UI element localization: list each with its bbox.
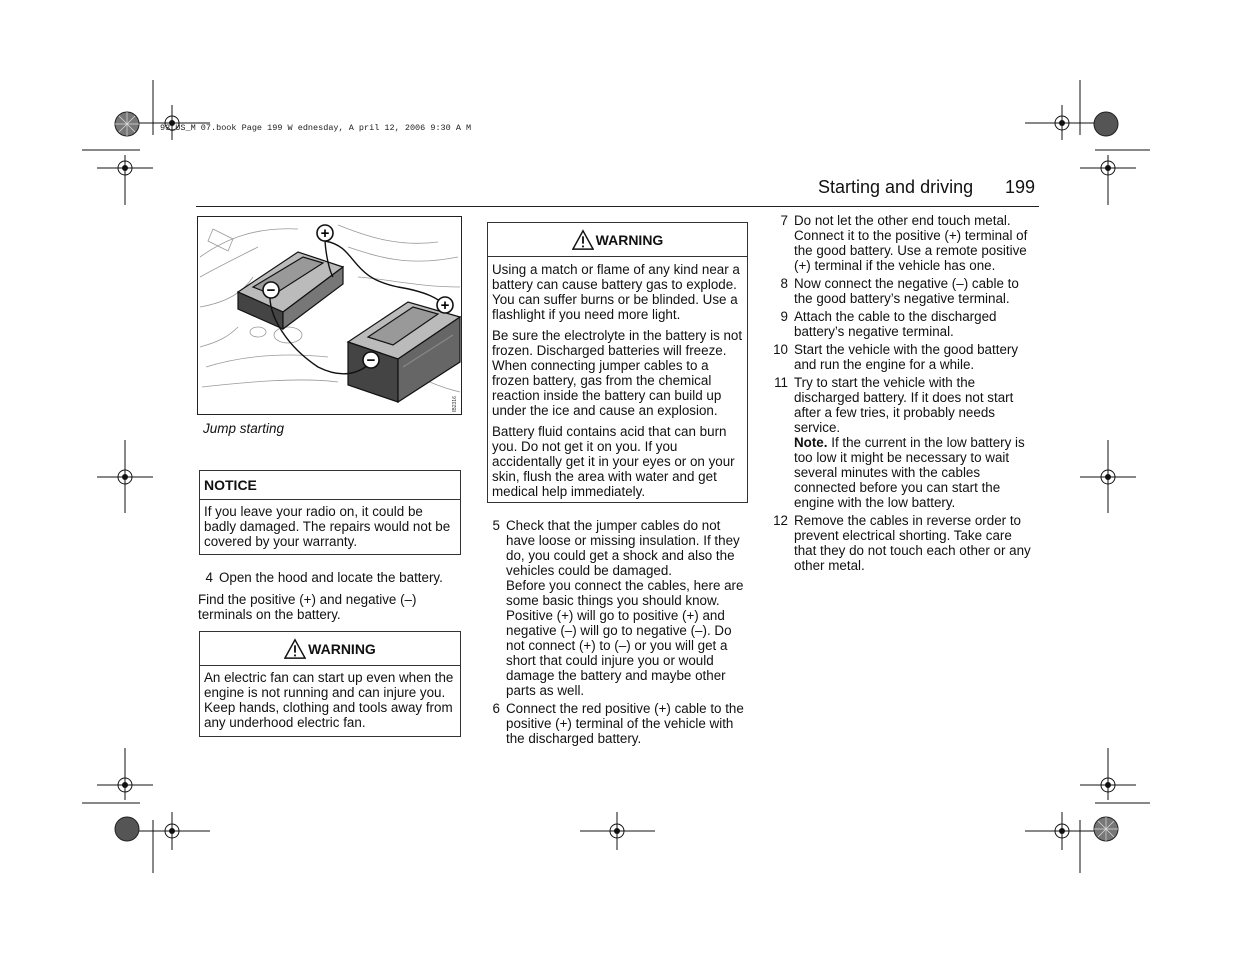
step-text: Try to start the vehicle with the discharged battery. If it does not start after a few tries, it probably needs service. [794,375,1014,435]
list-item: 5 Check that the jumper cables do not have loose or missing insulation. If they do, you could get a shock and also the vehicles could be damaged. Before you connect the cables, here are some basic things you should know. Positive (+) will go to positive (+) and negative (–) will go to negative (–). Do not connect (+) to (–) or you will get a short that could injure you or would damage the battery and maybe other parts as well. [487,518,749,698]
warning-battery-box [487,222,748,503]
list-item: 6 Connect the red positive (+) cable to the positive (+) terminal of the vehicle with the discharged battery. [487,701,749,746]
warning-paragraph: Be sure the electrolyte in the battery is not frozen. Discharged batteries will freeze. When connecting jumper cables to a frozen battery, gas from the chemical reaction inside the battery can build up under the ice and cause an explosion. [492,328,743,418]
warning-triangle-icon [572,229,594,251]
right-steps-list [766,213,1036,576]
plus-symbol: + [320,225,330,242]
warning-fan-title: WARNING [308,640,376,657]
warning-battery-title: WARNING [595,231,664,248]
notice-box [199,470,461,555]
plus-symbol-2: + [440,297,450,314]
step-text: Now connect the negative (–) cable to the good battery’s negative terminal. [794,276,1019,306]
warning-paragraph: Battery fluid contains acid that can burn you. Do not get it on you. If you accidentally get it in your eyes or on your skin, flush the area with water and get medical help immediately. [492,424,735,499]
jump-start-illustration [197,216,462,415]
step-text: Check that the jumper cables do not have loose or missing insulation. If they do, you could get a shock and also the vehicles could be damaged. [506,518,740,578]
section-title: Starting and driving [818,177,974,197]
warning-paragraph: Using a match or flame of any kind near a battery can cause battery gas to explode. You can suffer burns or be blinded. Use a flashlight if you need more light. [492,262,740,322]
figure-code: IB2316 [452,396,458,412]
note-label: Note. [794,435,828,450]
minus-symbol: − [266,282,276,299]
step-text: Attach the cable to the discharged battery’s negative terminal. [794,309,997,339]
step-extra-text: Before you connect the cables, here are some basic things you should know. Positive (+) will go to positive (+) and negative (–) will go to negative (–). Do not connect (+) to (–) or you will get a short that could injure you or would damage the battery and maybe other parts as well. [506,578,744,698]
middle-steps-list [487,518,749,749]
warning-fan-box [199,631,461,737]
find-terminals-text: Find the positive (+) and negative (–) terminals on the battery. [198,592,417,622]
warning-fan-text: An electric fan can start up even when the engine is not running and can injure you. Keep hands, clothing and tools away from any underhood electric fan. [204,670,454,730]
step-text: Remove the cables in reverse order to prevent electrical shorting. Take care that they do not touch each other or any other metal. [794,513,1031,573]
warning-triangle-icon [284,638,306,660]
note-text: If the current in the low battery is too low it might be necessary to wait several minutes with the cables connected before you can start the engine with the low battery. [794,435,1025,510]
notice-text: If you leave your radio on, it could be badly damaged. The repairs would not be covered by your warranty. [204,504,451,549]
list-item: 12 Remove the cables in reverse order to prevent electrical shorting. Take care that they do not touch each other or any other metal. [766,513,1036,573]
figure-caption: Jump starting [203,421,285,436]
list-item: 9 Attach the cable to the discharged battery’s negative terminal. [766,309,1036,339]
notice-title: NOTICE [200,471,460,500]
header-rule [196,206,1039,207]
print-info-line: 93_US_M 07.book Page 199 W ednesday, A pril 12, 2006 9:30 A M [160,123,472,133]
step-text: Connect the red positive (+) cable to the positive (+) terminal of the vehicle with the discharged battery. [506,701,744,746]
step-text: Start the vehicle with the good battery and run the engine for a while. [794,342,1019,372]
list-item: 7 Do not let the other end touch metal. Connect it to the positive (+) terminal of the good battery. Use a remote positive (+) terminal if the vehicle has one. [766,213,1036,273]
step-4 [199,570,464,588]
list-item: 10 Start the vehicle with the good battery and run the engine for a while. [766,342,1036,372]
list-item: 11 Try to start the vehicle with the discharged battery. If it does not start after a few tries, it probably needs service. Note. If the current in the low battery is too low it might be necessary to wait several minutes with the cables connected before you can start the engine with the low battery. [766,375,1036,510]
step-number: 4 [205,570,213,585]
step-text: Open the hood and locate the battery. [219,570,443,585]
page-number: 199 [1005,177,1036,197]
minus-symbol-2: − [366,352,376,369]
step-text: Do not let the other end touch metal. Connect it to the positive (+) terminal of the good battery. Use a remote positive (+) terminal if the vehicle has one. [794,213,1028,273]
list-item: 8 Now connect the negative (–) cable to the good battery’s negative terminal. [766,276,1036,306]
